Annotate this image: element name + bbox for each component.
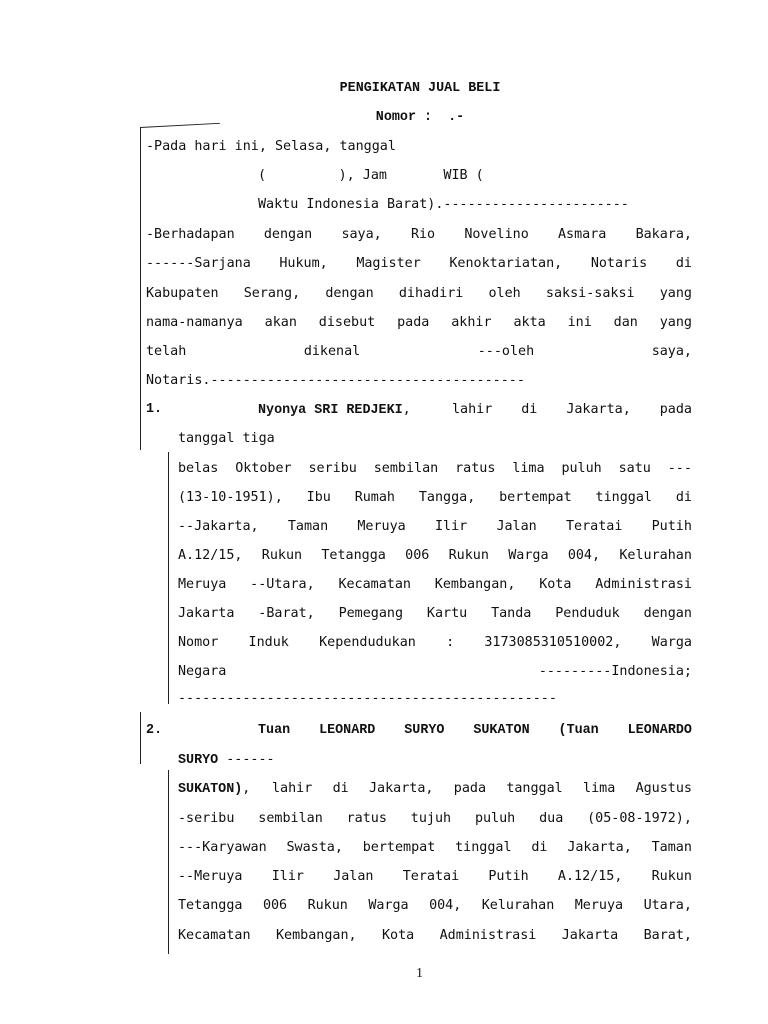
word: di (675, 490, 692, 505)
word: 006 (262, 898, 288, 913)
word: (13-10-1951), (178, 490, 283, 505)
word: lahir (452, 402, 493, 417)
word: LEONARD (319, 723, 376, 738)
word: Jalan (333, 869, 374, 884)
party-1-name: Nyonya SRI REDJEKI (258, 403, 403, 418)
word: Ilir (271, 869, 304, 884)
word: 3173085310510002, (484, 635, 622, 650)
word: Tuan (258, 723, 291, 738)
word: pada (659, 402, 692, 417)
page-number: 1 (416, 966, 423, 981)
word: Serang, (243, 286, 301, 301)
bracket-left-p2-a (140, 712, 141, 764)
text-line: ----------------------------------------------- (178, 691, 557, 706)
text-line-justified (178, 607, 692, 620)
word: akta (513, 315, 546, 330)
word: oleh (488, 286, 521, 301)
word: yang (659, 286, 692, 301)
word: Rukun (307, 898, 348, 913)
word: akan (264, 315, 297, 330)
text-line-justified (146, 316, 692, 329)
word: Oktober (235, 461, 292, 476)
word: tinggal (595, 490, 652, 505)
word: Warga (368, 898, 409, 913)
word: Putih (651, 519, 692, 534)
word: Kembangan, (275, 928, 357, 943)
word: A.12/15, (178, 548, 243, 563)
party-1-number: 1. (146, 402, 163, 417)
word: Teratai (565, 519, 623, 534)
text-line-justified (178, 491, 692, 504)
word: Warga (651, 635, 692, 650)
word: --Jakarta, (178, 519, 259, 534)
word: lima (583, 781, 616, 796)
text-line-justified (178, 578, 692, 591)
word: Meruya (574, 898, 624, 913)
word: Kota (381, 928, 415, 943)
word: Rukun (448, 548, 489, 563)
text-line-justified (178, 929, 692, 942)
word: Putih (488, 869, 529, 884)
word: saya, (341, 227, 382, 242)
word: ---------Indonesia; (538, 664, 692, 679)
word: satu (618, 461, 651, 476)
word: Rumah (354, 490, 395, 505)
party-2-name-end: SUKATON) (178, 782, 243, 797)
text-line-justified (178, 665, 692, 678)
word: lahir (272, 781, 313, 796)
party-2-name-line (258, 724, 692, 737)
word: (Tuan (558, 723, 599, 738)
word: Bakara, (635, 227, 692, 242)
word: Ilir (434, 519, 468, 534)
party-2-dash: ------ (218, 752, 275, 767)
word: yang (659, 315, 692, 330)
word: Tetangga (178, 898, 243, 913)
word: Tangga, (418, 490, 476, 505)
word: Rukun (261, 548, 303, 563)
word: LEONARDO (627, 723, 692, 738)
text-line: Notaris.--------------------------------------- (146, 373, 525, 388)
word: saya, (651, 344, 692, 359)
word: dua (539, 811, 564, 826)
word: Asmara (558, 227, 607, 242)
text-line-justified (146, 287, 692, 300)
word: Kota (539, 577, 572, 592)
word: Warga (508, 548, 549, 563)
word: telah (146, 344, 187, 359)
document-number: Nomor : .- (375, 110, 465, 125)
text-line (178, 753, 275, 767)
word: Kelurahan (481, 898, 555, 913)
word: puluh (474, 811, 516, 826)
party-2-line-3-rest (272, 782, 692, 796)
word: Jakarta, (567, 840, 632, 855)
word: Jakarta, (566, 402, 631, 417)
word: Jakarta, (369, 781, 434, 796)
bracket-left-p1 (168, 452, 169, 704)
word: pada (453, 781, 487, 796)
word: seribu (308, 461, 357, 476)
word: Swasta, (286, 840, 343, 855)
word: Magister (356, 256, 421, 271)
word: di (521, 402, 538, 417)
word: Barat, (643, 928, 692, 943)
word: di (332, 781, 349, 796)
party-2-line-3: SUKATON), lahir di Jakarta, pada tanggal lima Agustus (178, 781, 692, 797)
word: Administrasi (439, 928, 537, 943)
word: bertempat (362, 840, 436, 855)
word: ---Karyawan (178, 840, 267, 855)
word: pada (397, 315, 430, 330)
word: Kembangan, (434, 577, 516, 592)
word: Taman (287, 519, 329, 534)
word: Meruya (357, 519, 406, 534)
word: Notaris (590, 256, 648, 271)
word: --Utara, (250, 577, 315, 592)
word: Kependudukan (319, 635, 416, 650)
text-line-justified (178, 549, 692, 562)
word: SUKATON (473, 723, 530, 738)
word: ratus (455, 461, 496, 476)
word: Kecamatan (338, 577, 411, 592)
word: Meruya (178, 577, 227, 592)
text-line-justified (178, 520, 692, 533)
word: Kenoktariatan, (449, 256, 563, 271)
word: Tetangga (321, 548, 386, 563)
word: -Barat, (258, 606, 315, 621)
word: Ibu (306, 490, 331, 505)
word: Rio (410, 227, 436, 242)
word: Penduduk (555, 606, 620, 621)
word: : (446, 635, 455, 650)
text-line-justified (178, 462, 692, 475)
word: Kelurahan (619, 548, 692, 563)
word: (05-08-1972), (587, 811, 692, 826)
text-line-justified (146, 228, 692, 241)
word: --- (667, 461, 692, 476)
text-line-justified (178, 870, 692, 883)
word: sembilan (373, 461, 439, 476)
text-line-justified (178, 841, 692, 854)
word: 006 (405, 548, 430, 563)
party-1-heading-rest (452, 403, 692, 417)
party-1-heading: Nyonya SRI REDJEKI, lahir di Jakarta, pada (258, 402, 692, 418)
word: Jakarta (178, 606, 235, 621)
word: ini (567, 315, 592, 330)
word: ---oleh (477, 344, 535, 359)
word: nama-namanya (146, 315, 243, 330)
word: Utara, (643, 898, 692, 913)
word: di (531, 840, 548, 855)
word: bertempat (499, 490, 572, 505)
word: Administrasi (595, 577, 692, 592)
word: dengan (263, 227, 313, 242)
word: Agustus (635, 781, 692, 796)
word: Kabupaten (146, 286, 219, 301)
word: Pemegang (338, 606, 404, 621)
word: tujuh (410, 811, 452, 826)
word: -Berhadapan (146, 227, 235, 242)
document-title: PENGIKATAN JUAL BELI (339, 81, 501, 96)
word: Negara (178, 664, 227, 679)
word: Teratai (402, 869, 460, 884)
party-2-name-part: SURYO (178, 753, 219, 768)
word: 004, (429, 898, 462, 913)
bracket-left-main (140, 128, 141, 450)
word: Taman (651, 840, 692, 855)
word: --Meruya (178, 869, 243, 884)
word: Jakarta (561, 928, 619, 943)
word: di (675, 256, 692, 271)
word: Tanda (491, 606, 532, 621)
bracket-left-p2-b (168, 770, 169, 954)
word: SURYO (404, 723, 445, 738)
word: tinggal (455, 840, 512, 855)
word: Induk (248, 635, 289, 650)
word: akhir (451, 315, 492, 330)
word: Hukum, (279, 256, 328, 271)
party-2-number: 2. (146, 723, 163, 738)
word: saksi-saksi (545, 286, 635, 301)
word: A.12/15, (557, 869, 623, 884)
text-line-justified (178, 812, 692, 825)
text-line: Waktu Indonesia Barat).----------------------- (258, 197, 629, 212)
text-line-justified (178, 636, 692, 649)
word: dihadiri (398, 286, 464, 301)
text-line: tanggal tiga (178, 431, 275, 446)
word: Nomor (178, 635, 219, 650)
text-line: ( ), Jam WIB ( (258, 168, 484, 183)
word: disebut (318, 315, 376, 330)
word: dengan (643, 606, 692, 621)
word: Kartu (426, 606, 468, 621)
word: lima (512, 461, 545, 476)
word: 004, (567, 548, 601, 563)
word: ------Sarjana (146, 256, 251, 271)
text-line-justified (146, 257, 692, 270)
word: ratus (346, 811, 387, 826)
text-line-justified (178, 899, 692, 912)
text-line: -Pada hari ini, Selasa, tanggal (146, 139, 396, 154)
word: puluh (561, 461, 602, 476)
word: belas (178, 461, 219, 476)
text-line-justified (146, 345, 692, 358)
word: Kecamatan (178, 928, 251, 943)
word: -seribu (178, 811, 235, 826)
word: Rukun (651, 869, 692, 884)
word: sembilan (258, 811, 323, 826)
word: dengan (325, 286, 374, 301)
word: Jalan (496, 519, 537, 534)
word: Novelino (464, 227, 529, 242)
word: tanggal (506, 781, 563, 796)
word: dikenal (303, 344, 361, 359)
word: dan (613, 315, 638, 330)
